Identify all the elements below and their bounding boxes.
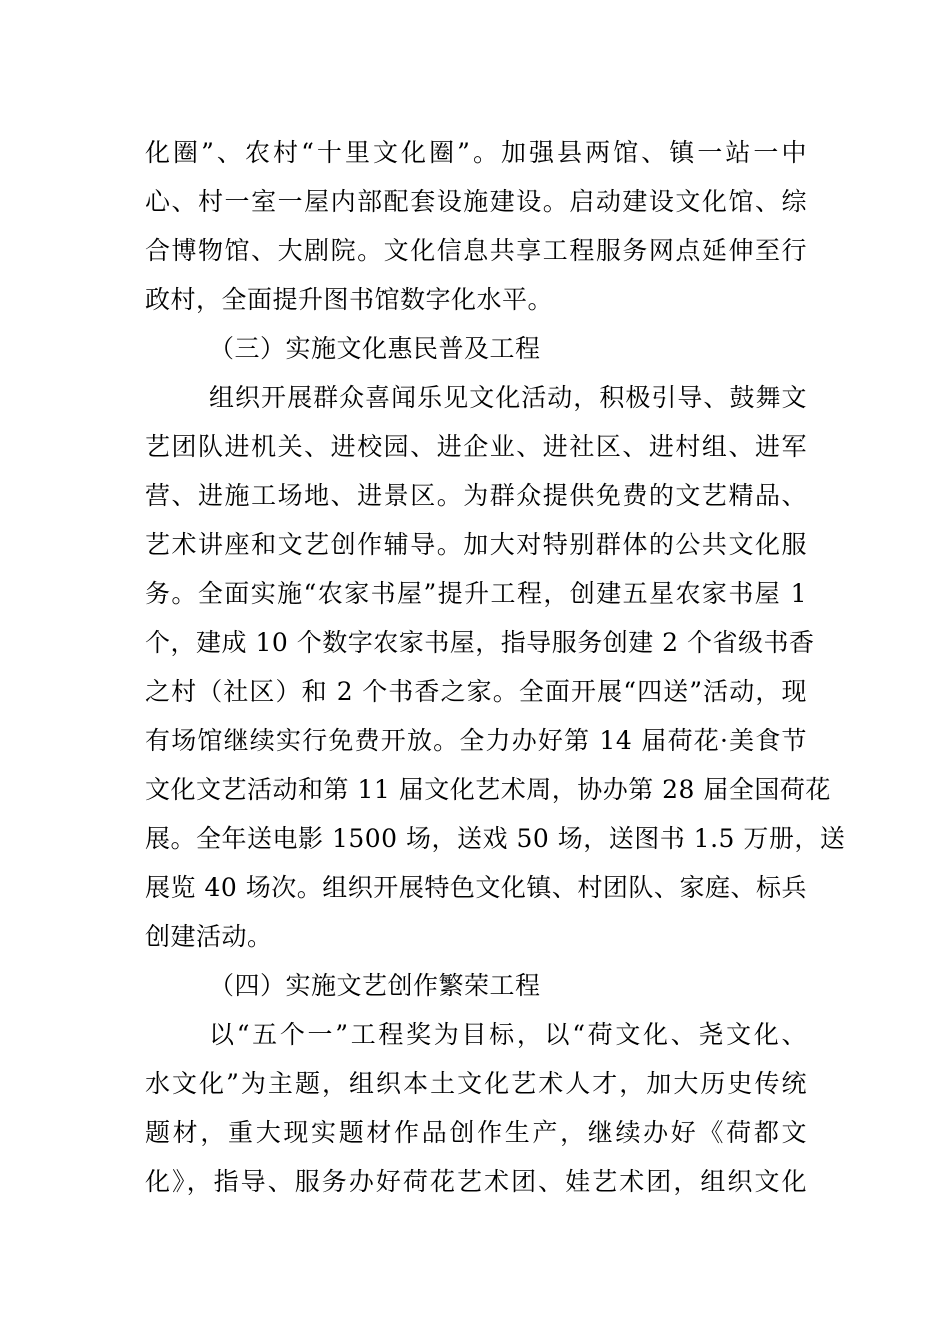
section-heading: （四）实施文艺创作繁荣工程 [209,971,541,1000]
text-line: 之村（社区）和 2 个书香之家。全面开展“四送”活动，现 [145,677,807,706]
text-line: 个，建成 10 个数字农家书屋，指导服务创建 2 个省级书香 [145,628,815,657]
text-line: 水文化”为主题，组织本土文化艺术人才，加大历史传统 [145,1069,807,1098]
text-line: 政村，全面提升图书馆数字化水平。 [145,285,554,314]
text-line: 艺术讲座和文艺创作辅导。加大对特别群体的公共文化服 [145,530,807,559]
text-line: 务。全面实施“农家书屋”提升工程，创建五星农家书屋 1 [145,579,807,608]
text-line: 题材，重大现实题材作品创作生产，继续办好《荷都文 [145,1118,807,1147]
text-line: 展览 40 场次。组织开展特色文化镇、村团队、家庭、标兵 [145,873,807,902]
text-line: 化》，指导、服务办好荷花艺术团、娃艺术团，组织文化 [145,1167,807,1196]
text-line: 以“五个一”工程奖为目标，以“荷文化、尧文化、 [209,1020,807,1049]
text-line: 合博物馆、大剧院。文化信息共享工程服务网点延伸至行 [145,236,807,265]
text-line: 创建活动。 [145,922,273,951]
document-body [145,128,846,1206]
text-line: 文化文艺活动和第 11 届文化艺术周，协办第 28 届全国荷花 [145,775,831,804]
text-line: 展。全年送电影 1500 场，送戏 50 场，送图书 1.5 万册，送 [145,824,846,853]
section-heading: （三）实施文化惠民普及工程 [209,334,541,363]
text-line: 化圈”、农村“十里文化圈”。加强县两馆、镇一站一中 [145,138,807,167]
text-line: 营、进施工场地、进景区。为群众提供免费的文艺精品、 [145,481,807,510]
text-line: 艺团队进机关、进校园、进企业、进社区、进村组、进军 [145,432,807,461]
text-line: 组织开展群众喜闻乐见文化活动，积极引导、鼓舞文 [209,383,807,412]
text-line: 心、村一室一屋内部配套设施建设。启动建设文化馆、综 [145,187,807,216]
text-line: 有场馆继续实行免费开放。全力办好第 14 届荷花·美食节 [145,726,807,755]
